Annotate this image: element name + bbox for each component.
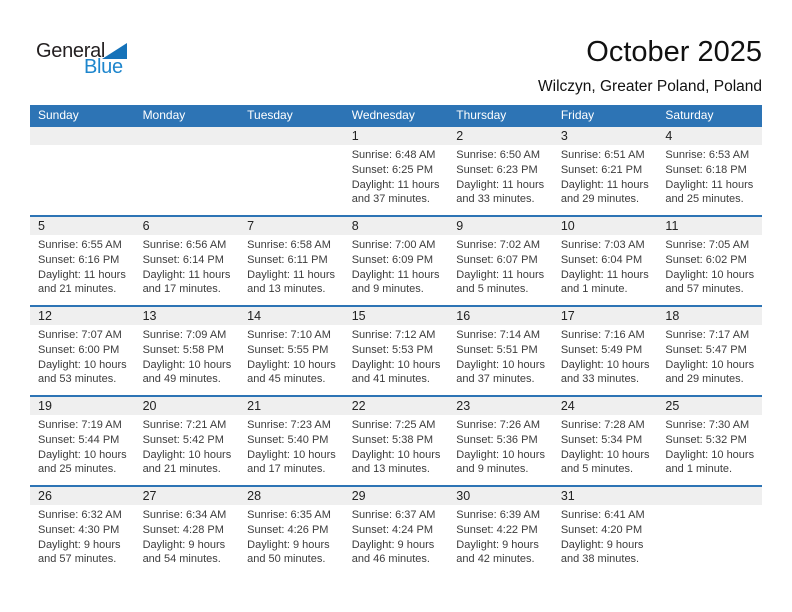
day-info [135, 505, 240, 567]
sunset-text: Sunset: 5:58 PM [142, 343, 224, 356]
day-info [657, 235, 762, 297]
sunset-text: Sunset: 6:23 PM [456, 163, 538, 176]
weekday-header: Wednesday [351, 108, 415, 122]
day-number: 12 [30, 307, 135, 325]
day-info [135, 325, 240, 387]
sunrise-text: Sunrise: 7:10 AM [247, 329, 331, 341]
daylight-text: Daylight: 9 hours and 57 minutes. [38, 538, 121, 566]
daylight-text: Daylight: 11 hours and 25 minutes. [665, 178, 754, 206]
day-number [657, 487, 762, 505]
day-number: 29 [344, 487, 449, 505]
day-info [657, 325, 762, 387]
day-info [30, 325, 135, 387]
day-info [344, 145, 449, 207]
day-cell [657, 307, 762, 395]
day-info [448, 145, 553, 207]
daylight-text: Daylight: 11 hours and 21 minutes. [38, 268, 126, 296]
sunset-text: Sunset: 4:20 PM [560, 523, 643, 536]
sunrise-text: Sunrise: 6:50 AM [456, 149, 541, 161]
empty-day-cell [657, 487, 762, 575]
sunrise-text: Sunrise: 6:37 AM [351, 509, 436, 521]
page-title: October 2025 [586, 36, 762, 68]
day-number: 24 [553, 397, 658, 415]
day-cell [553, 487, 658, 575]
sunset-text: Sunset: 6:18 PM [665, 163, 747, 176]
day-number: 22 [344, 397, 449, 415]
day-cell [239, 397, 344, 485]
day-number: 5 [30, 217, 135, 235]
day-cell [448, 487, 553, 575]
sunrise-text: Sunrise: 7:00 AM [351, 239, 436, 251]
daylight-text: Daylight: 10 hours and 25 minutes. [38, 448, 127, 476]
sunset-text: Sunset: 5:34 PM [560, 433, 643, 446]
day-cell [239, 217, 344, 305]
day-number: 16 [448, 307, 553, 325]
day-info [30, 415, 135, 477]
day-number: 17 [553, 307, 658, 325]
day-cell [344, 397, 449, 485]
day-number: 7 [239, 217, 344, 235]
day-cell [448, 307, 553, 395]
day-cell [344, 217, 449, 305]
sunset-text: Sunset: 6:14 PM [142, 253, 224, 266]
sunrise-text: Sunrise: 7:23 AM [247, 419, 331, 431]
day-info [448, 235, 553, 297]
sunset-text: Sunset: 5:53 PM [351, 343, 434, 356]
sunrise-text: Sunrise: 7:30 AM [665, 419, 750, 431]
day-info [448, 415, 553, 477]
day-number: 26 [30, 487, 135, 505]
day-info [553, 325, 658, 387]
daylight-text: Daylight: 9 hours and 54 minutes. [142, 538, 226, 566]
sunrise-text: Sunrise: 7:14 AM [456, 329, 541, 341]
day-cell [553, 307, 658, 395]
sunset-text: Sunset: 5:55 PM [247, 343, 329, 356]
sunrise-text: Sunrise: 7:16 AM [560, 329, 645, 341]
day-cell [657, 217, 762, 305]
day-info [344, 505, 449, 567]
day-info [657, 415, 762, 477]
sunset-text: Sunset: 5:44 PM [38, 433, 120, 446]
day-info [239, 325, 344, 387]
day-number: 27 [135, 487, 240, 505]
day-number: 14 [239, 307, 344, 325]
day-cell [553, 397, 658, 485]
sunrise-text: Sunrise: 6:34 AM [142, 509, 227, 521]
day-cell [657, 397, 762, 485]
day-cell [30, 217, 135, 305]
day-cell [448, 397, 553, 485]
page-subtitle: Wilczyn, Greater Poland, Poland [538, 78, 762, 95]
sunrise-text: Sunrise: 7:02 AM [456, 239, 541, 251]
day-cell [448, 217, 553, 305]
daylight-text: Daylight: 10 hours and 45 minutes. [247, 358, 336, 386]
sunset-text: Sunset: 6:21 PM [560, 163, 643, 176]
sunrise-text: Sunrise: 7:28 AM [560, 419, 645, 431]
day-cell [239, 307, 344, 395]
sunset-text: Sunset: 6:00 PM [38, 343, 120, 356]
calendar-grid [30, 125, 762, 575]
daylight-text: Daylight: 10 hours and 49 minutes. [142, 358, 232, 386]
day-info [30, 505, 135, 567]
daylight-text: Daylight: 10 hours and 17 minutes. [247, 448, 336, 476]
week-row [30, 215, 762, 305]
daylight-text: Daylight: 10 hours and 41 minutes. [351, 358, 441, 386]
weekday-header: Thursday [456, 108, 507, 122]
daylight-text: Daylight: 9 hours and 46 minutes. [351, 538, 435, 566]
sunrise-text: Sunrise: 6:48 AM [351, 149, 436, 161]
logo-text-general: General [36, 40, 106, 62]
daylight-text: Daylight: 10 hours and 53 minutes. [38, 358, 127, 386]
day-info [344, 235, 449, 297]
day-number: 25 [657, 397, 762, 415]
day-cell [30, 397, 135, 485]
sunrise-text: Sunrise: 6:39 AM [456, 509, 541, 521]
day-number: 18 [657, 307, 762, 325]
day-number: 19 [30, 397, 135, 415]
day-cell [657, 127, 762, 215]
day-number: 4 [657, 127, 762, 145]
sunrise-text: Sunrise: 6:53 AM [665, 149, 750, 161]
daylight-text: Daylight: 11 hours and 33 minutes. [456, 178, 545, 206]
day-number: 8 [344, 217, 449, 235]
empty-day-cell [135, 127, 240, 215]
daylight-text: Daylight: 10 hours and 9 minutes. [456, 448, 545, 476]
calendar [30, 105, 762, 575]
weekday-header: Friday [560, 108, 595, 122]
day-cell [135, 397, 240, 485]
sunrise-text: Sunrise: 7:19 AM [38, 419, 122, 431]
daylight-text: Daylight: 11 hours and 1 minute. [560, 268, 649, 296]
sunset-text: Sunset: 6:07 PM [456, 253, 538, 266]
day-cell [135, 307, 240, 395]
day-cell [344, 307, 449, 395]
empty-day-cell [239, 127, 344, 215]
day-info [239, 415, 344, 477]
sunrise-text: Sunrise: 6:51 AM [560, 149, 645, 161]
sunrise-text: Sunrise: 6:41 AM [560, 509, 645, 521]
daylight-text: Daylight: 10 hours and 1 minute. [665, 448, 755, 476]
week-row [30, 305, 762, 395]
sunrise-text: Sunrise: 7:07 AM [38, 329, 122, 341]
sunset-text: Sunset: 6:16 PM [38, 253, 120, 266]
day-info [239, 505, 344, 567]
day-info [344, 415, 449, 477]
day-cell [30, 487, 135, 575]
day-number [135, 127, 240, 145]
daylight-text: Daylight: 10 hours and 29 minutes. [665, 358, 755, 386]
sunset-text: Sunset: 5:36 PM [456, 433, 538, 446]
day-info [553, 505, 658, 567]
daylight-text: Daylight: 10 hours and 21 minutes. [142, 448, 232, 476]
day-cell [135, 217, 240, 305]
day-cell [553, 217, 658, 305]
sunrise-text: Sunrise: 6:35 AM [247, 509, 331, 521]
day-number: 10 [553, 217, 658, 235]
daylight-text: Daylight: 10 hours and 33 minutes. [560, 358, 650, 386]
sunset-text: Sunset: 6:25 PM [351, 163, 434, 176]
day-number: 11 [657, 217, 762, 235]
day-number: 15 [344, 307, 449, 325]
weekday-header: Monday [142, 108, 186, 122]
sunset-text: Sunset: 5:32 PM [665, 433, 747, 446]
daylight-text: Daylight: 10 hours and 37 minutes. [456, 358, 545, 386]
title-block [538, 36, 762, 96]
day-cell [344, 487, 449, 575]
day-info [448, 505, 553, 567]
sunset-text: Sunset: 5:40 PM [247, 433, 329, 446]
day-number: 21 [239, 397, 344, 415]
day-info [135, 415, 240, 477]
day-info [239, 235, 344, 297]
sunrise-text: Sunrise: 7:12 AM [351, 329, 436, 341]
daylight-text: Daylight: 11 hours and 13 minutes. [247, 268, 335, 296]
day-number [239, 127, 344, 145]
sunrise-text: Sunrise: 6:32 AM [38, 509, 122, 521]
daylight-text: Daylight: 9 hours and 50 minutes. [247, 538, 330, 566]
day-number: 23 [448, 397, 553, 415]
sunrise-text: Sunrise: 7:17 AM [665, 329, 750, 341]
daylight-text: Daylight: 10 hours and 13 minutes. [351, 448, 441, 476]
sunrise-text: Sunrise: 7:25 AM [351, 419, 436, 431]
sunset-text: Sunset: 4:30 PM [38, 523, 120, 536]
day-number: 28 [239, 487, 344, 505]
daylight-text: Daylight: 9 hours and 38 minutes. [560, 538, 644, 566]
day-number: 31 [553, 487, 658, 505]
sunset-text: Sunset: 5:51 PM [456, 343, 538, 356]
daylight-text: Daylight: 11 hours and 37 minutes. [351, 178, 440, 206]
sunset-text: Sunset: 4:28 PM [142, 523, 224, 536]
sunset-text: Sunset: 5:42 PM [142, 433, 224, 446]
daylight-text: Daylight: 11 hours and 17 minutes. [142, 268, 231, 296]
day-number [30, 127, 135, 145]
day-number: 30 [448, 487, 553, 505]
day-cell [239, 487, 344, 575]
sunset-text: Sunset: 5:49 PM [560, 343, 643, 356]
week-row [30, 395, 762, 485]
day-info [553, 415, 658, 477]
day-cell [30, 307, 135, 395]
weekday-header-row [30, 105, 762, 125]
daylight-text: Daylight: 11 hours and 9 minutes. [351, 268, 440, 296]
day-info [135, 235, 240, 297]
daylight-text: Daylight: 9 hours and 42 minutes. [456, 538, 539, 566]
sunset-text: Sunset: 5:38 PM [351, 433, 434, 446]
general-blue-logo [36, 40, 166, 82]
weekday-header: Sunday [38, 108, 79, 122]
day-cell [553, 127, 658, 215]
sunrise-text: Sunrise: 7:09 AM [142, 329, 227, 341]
logo-text-blue: Blue [84, 56, 123, 78]
day-number: 1 [344, 127, 449, 145]
day-info [344, 325, 449, 387]
empty-day-cell [30, 127, 135, 215]
day-cell [448, 127, 553, 215]
sunset-text: Sunset: 6:02 PM [665, 253, 747, 266]
sunrise-text: Sunrise: 6:56 AM [142, 239, 227, 251]
daylight-text: Daylight: 10 hours and 5 minutes. [560, 448, 650, 476]
sunrise-text: Sunrise: 6:55 AM [38, 239, 122, 251]
weekday-header: Saturday [665, 108, 714, 122]
day-info [553, 145, 658, 207]
sunrise-text: Sunrise: 6:58 AM [247, 239, 331, 251]
day-cell [135, 487, 240, 575]
sunset-text: Sunset: 4:24 PM [351, 523, 434, 536]
day-info [657, 145, 762, 207]
day-info [448, 325, 553, 387]
week-row [30, 485, 762, 575]
sunrise-text: Sunrise: 7:05 AM [665, 239, 750, 251]
sunrise-text: Sunrise: 7:03 AM [560, 239, 645, 251]
day-number: 6 [135, 217, 240, 235]
sunset-text: Sunset: 6:11 PM [247, 253, 328, 266]
day-number: 20 [135, 397, 240, 415]
week-row [30, 125, 762, 215]
sunset-text: Sunset: 4:26 PM [247, 523, 329, 536]
day-number: 2 [448, 127, 553, 145]
sunset-text: Sunset: 5:47 PM [665, 343, 747, 356]
day-number: 3 [553, 127, 658, 145]
day-number: 9 [448, 217, 553, 235]
daylight-text: Daylight: 11 hours and 29 minutes. [560, 178, 649, 206]
sunset-text: Sunset: 4:22 PM [456, 523, 538, 536]
sunset-text: Sunset: 6:04 PM [560, 253, 643, 266]
day-info [30, 235, 135, 297]
weekday-header: Tuesday [247, 108, 293, 122]
daylight-text: Daylight: 11 hours and 5 minutes. [456, 268, 545, 296]
sunrise-text: Sunrise: 7:26 AM [456, 419, 541, 431]
sunrise-text: Sunrise: 7:21 AM [142, 419, 227, 431]
daylight-text: Daylight: 10 hours and 57 minutes. [665, 268, 755, 296]
day-info [553, 235, 658, 297]
day-number: 13 [135, 307, 240, 325]
day-cell [344, 127, 449, 215]
sunset-text: Sunset: 6:09 PM [351, 253, 434, 266]
